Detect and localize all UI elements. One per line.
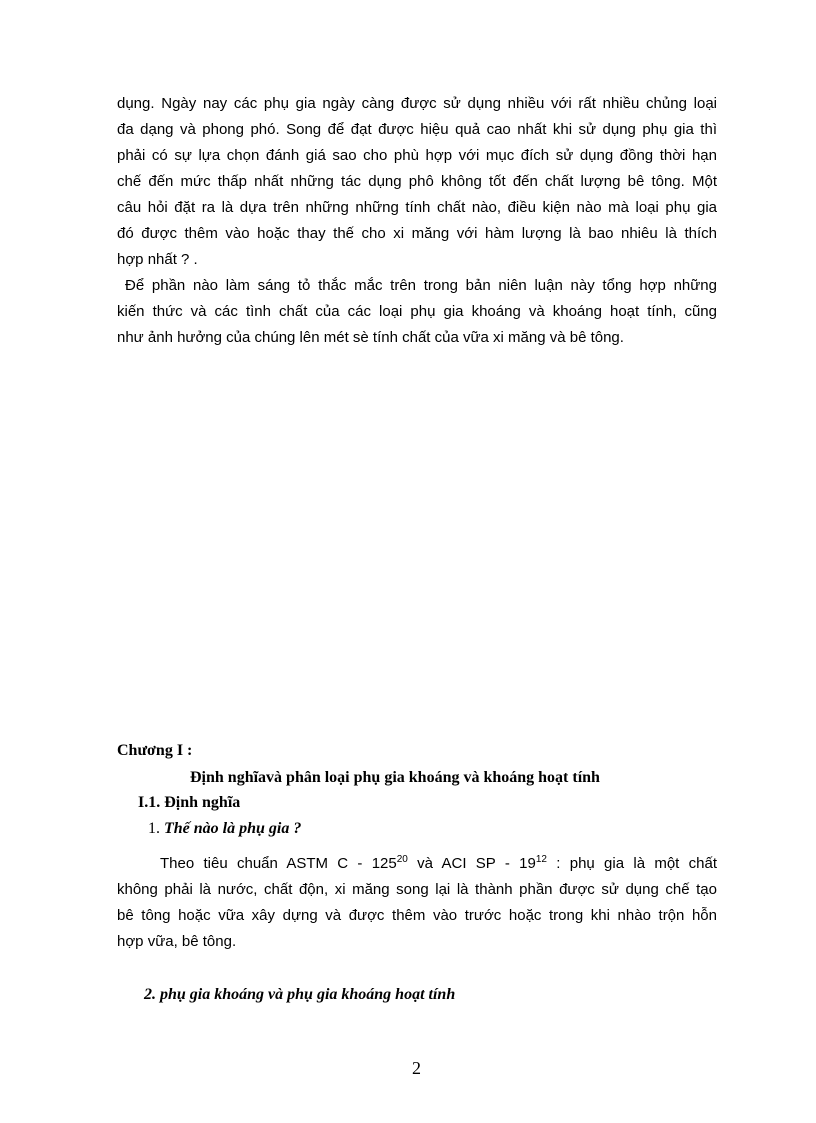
text-line: dụng. Ngày nay các phụ gia ngày càng được sử dụng nhiều với rất nhiều chủng loại [117,95,717,112]
text-line: kiến thức và các tình chất của các loại phụ gia khoáng và khoáng hoạt tính, cũng [117,303,717,320]
text-line: Để phần nào làm sáng tỏ thắc mắc trên trong bản niên luận này tổng hợp những [125,277,717,294]
text-run: : phụ gia là một chất [546,855,718,872]
text-line: như ảnh hưởng của chúng lên mét sè tính chất của vữa xi măng và bê tông. [117,329,624,346]
intro-paragraph-1 [117,91,717,273]
reference-superscript: 12 [535,854,547,865]
subsection-2-heading: 2. phụ gia khoáng và phụ gia khoáng hoạt tính [144,986,456,1003]
text-line: không phải là nước, chất độn, xi măng song lại là thành phần được sử dụng chế tạo [117,881,717,898]
definition-paragraph [117,851,717,955]
text-run: và ACI SP - 19 [407,855,536,872]
text-line: hợp vữa, bê tông. [117,933,237,950]
reference-superscript: 20 [396,854,408,865]
text-line: hợp nhất ? . [117,251,198,268]
intro-paragraph-2 [117,273,717,351]
text-run: Theo tiêu chuẩn ASTM C - 125 [160,855,397,872]
chapter-label: Chương I : [117,742,193,759]
text-line [117,851,717,877]
text-line: bê tông hoặc vữa xây dựng và được thêm vào trước hoặc trong khi nhào trộn hỗn [117,907,717,924]
subsection-1-heading [148,820,301,838]
text-line: đa dạng và phong phó. Song để đạt được hiệu quả cao nhất khi sử dụng phụ gia thì [117,121,717,138]
text-line: câu hỏi đặt ra là dựa trên những những tính chất nào, điều kiện nào mà loại phụ gia [117,199,717,216]
text-line: chế đến mức thấp nhất những tác dụng phô không tốt đến chất lượng bê tông. Một [117,173,717,190]
chapter-title: Định nghĩavà phân loại phụ gia khoáng và khoáng hoạt tính [190,769,600,786]
subsection-1-number: 1. [148,820,160,837]
page-number: 2 [412,1058,421,1078]
subsection-1-title: Thế nào là phụ gia ? [164,820,302,837]
section-heading: I.1. Định nghĩa [138,794,241,811]
text-line: phải có sự lựa chọn đánh giá sao cho phù hợp với mục đích sử dụng đồng thời hạn [117,147,717,164]
text-line: đó được thêm vào hoặc thay thế cho xi măng với hàm lượng là bao nhiêu là thích [117,225,717,242]
